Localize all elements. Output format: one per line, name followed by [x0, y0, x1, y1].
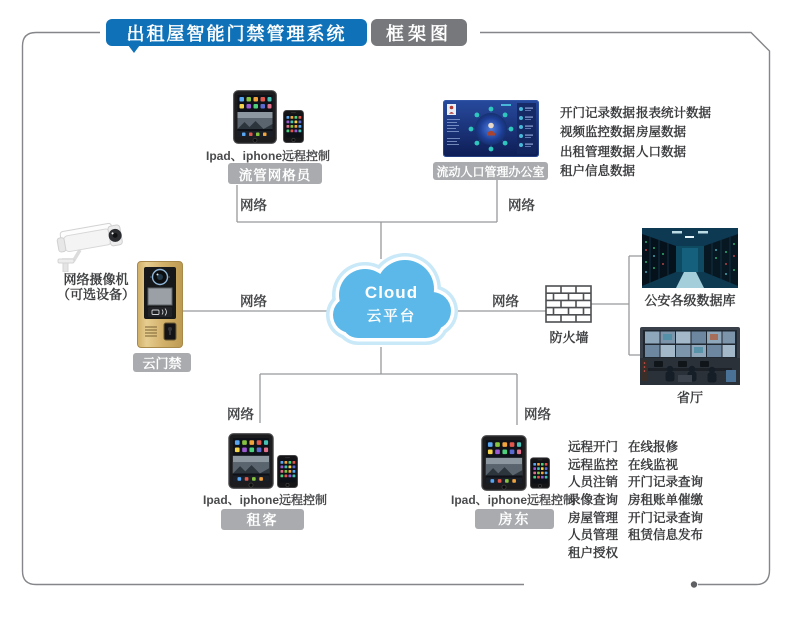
node-label-grid-officer: 流管网格员 — [228, 163, 322, 184]
network-label: 网络 — [240, 294, 267, 309]
network-label: 网络 — [524, 407, 551, 422]
list-item: 视频监控数据 房屋数据 — [560, 125, 687, 140]
network-label: 网络 — [508, 198, 535, 213]
office-dashboard-image — [443, 100, 539, 157]
node-label-office: 流动人口管理办公室 — [433, 162, 548, 180]
landlord-caption: Ipad、iphone远程控制 — [451, 493, 575, 507]
node-label-landlord: 房东 — [475, 509, 554, 529]
control-room-image — [640, 327, 740, 385]
ipad-icon — [227, 433, 275, 489]
network-label: 网络 — [492, 294, 519, 309]
node-label-firewall: 防火墙 — [549, 330, 589, 345]
list-item: 远程开门 在线报修 — [568, 439, 679, 454]
list-item: 录像查询 房租账单催缴 — [568, 492, 704, 507]
iphone-icon — [530, 457, 550, 489]
list-item: 租户信息数据 — [560, 164, 636, 179]
landlord-feature-list — [568, 437, 703, 561]
iphone-icon — [277, 455, 298, 488]
office-data-list — [560, 102, 711, 180]
network-label: 网络 — [240, 198, 267, 213]
list-item: 人员注销 开门记录查询 — [568, 475, 704, 490]
page-title: 出租屋智能门禁管理系统 — [106, 19, 367, 46]
camera-caption: 网络摄像机 （可选设备） — [56, 272, 135, 302]
server-room-image — [642, 228, 738, 288]
cloud-label: Cloud 云平台 — [364, 283, 419, 325]
node-label-door: 云门禁 — [133, 353, 191, 372]
node-label-province: 省厅 — [676, 390, 703, 405]
list-item: 房屋管理 开门记录查询 — [568, 510, 704, 525]
firewall-icon — [545, 285, 592, 323]
node-label-police-db: 公安各级数据库 — [644, 293, 736, 308]
list-item: 出租管理数据 人口数据 — [560, 144, 687, 159]
page-subtitle: 框架图 — [371, 19, 467, 46]
list-item: 开门记录数据 报表统计数据 — [560, 105, 712, 120]
door-access-device — [137, 261, 183, 348]
node-label-tenant: 租客 — [221, 509, 304, 530]
ipad-icon — [233, 90, 277, 144]
ipad-icon — [480, 435, 528, 491]
grid-officer-caption: Ipad、iphone远程控制 — [206, 149, 330, 163]
list-item: 租户授权 — [568, 545, 619, 560]
iphone-icon — [283, 110, 304, 143]
network-label: 网络 — [227, 407, 254, 422]
list-item: 远程监控 在线监视 — [568, 457, 679, 472]
title-tail — [128, 45, 140, 53]
list-item: 人员管理 租赁信息发布 — [568, 528, 704, 543]
border-dot — [691, 581, 697, 587]
tenant-caption: Ipad、iphone远程控制 — [203, 493, 327, 507]
network-camera-icon — [52, 220, 138, 272]
